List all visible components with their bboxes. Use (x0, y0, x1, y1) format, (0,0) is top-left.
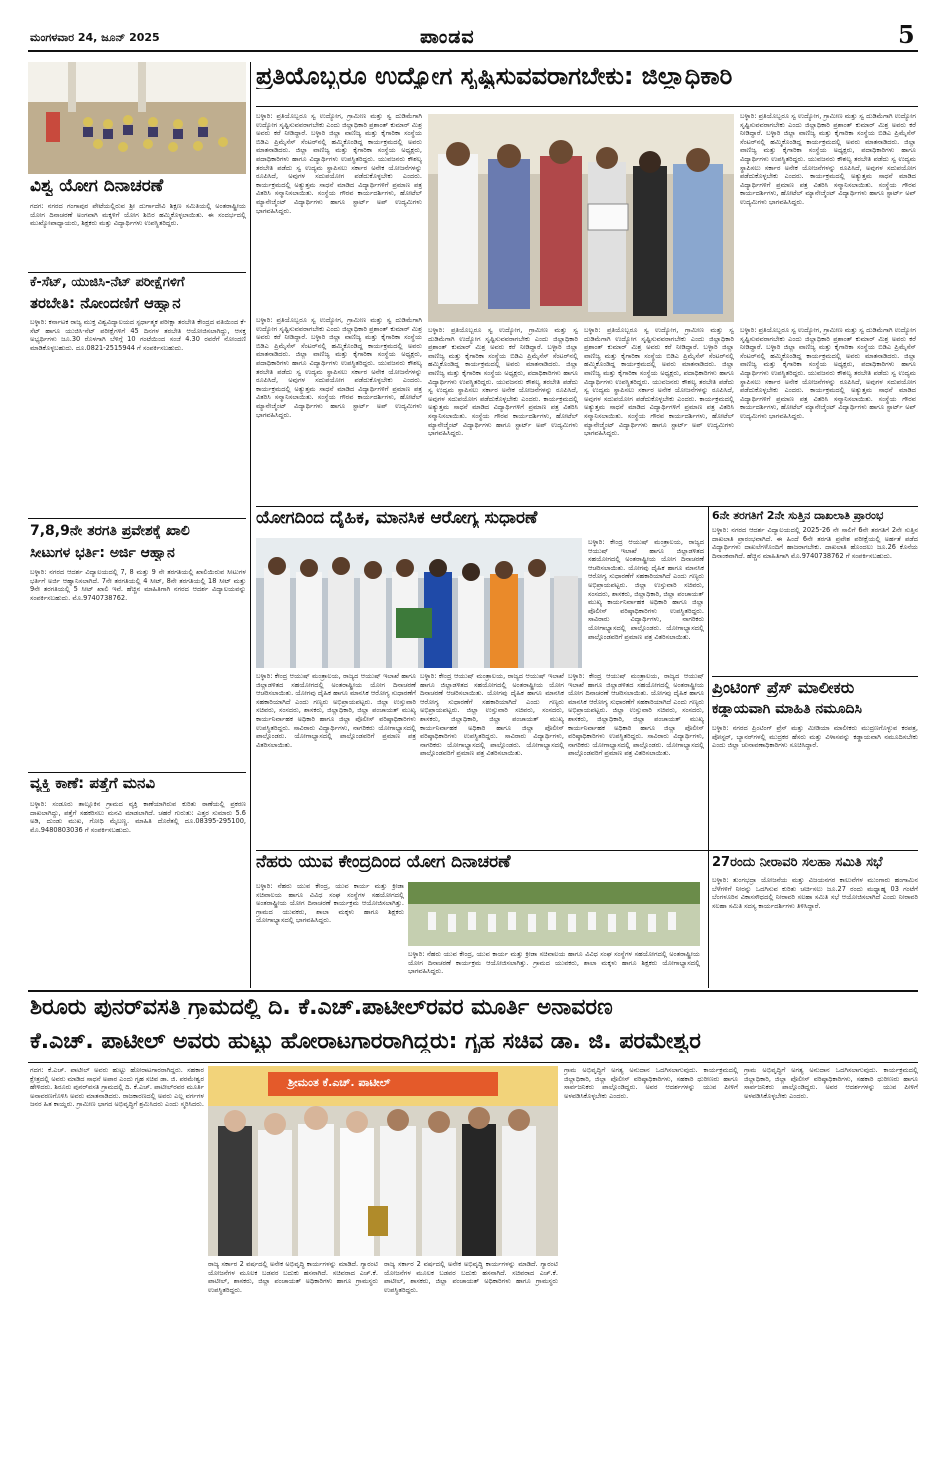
printing-subhead: ಕಡ್ಡಾಯವಾಗಿ ಮಾಹಿತಿ ನಮೂದಿಸಿ (712, 702, 862, 717)
bottom-headline: ಶಿರೂರು ಪುನರ್‌ವಸತಿ ಗ್ರಾಮದಲ್ಲಿ ದಿ. ಕೆ.ಎಚ್.ಪಾಟೀಲ್‌ರವರ ಮೂರ್ತಿ ಅನಾವರಣ (30, 996, 613, 1020)
divider (712, 676, 918, 677)
yoga-day-photo (28, 62, 246, 174)
yoga-day-headline: ವಿಶ್ವ ಯೋಗ ದಿನಾಚರಣೆ (30, 178, 164, 196)
page-number: 5 (898, 20, 915, 49)
bottom-body-col1: ಗದಗ: ಕೆ.ಎಚ್. ಪಾಟೀಲ್ ಅವರು ಹುಟ್ಟು ಹೋರಾಟಗಾರರಾಗಿದ್ದರು. ಸಹಕಾರ ಕ್ಷೇತ್ರದಲ್ಲಿ ಅವರು ಮಾಡಿದ ಸಾಧನೆ ಅಪಾರ ಎಂದು ಗೃಹ ಸಚಿವ ಡಾ. ಜಿ. ಪರಮೇಶ್ವರ ಹೇಳಿದರು. ಶಿರೂರು ಪುನರ್‌ವಸತಿ ಗ್ರಾಮದಲ್ಲಿ ದಿ. ಕೆ.ಎಚ್. ಪಾಟೀಲ್‌ರವರ ಮೂರ್ತಿ ಅನಾವರಣಗೊಳಿಸಿ ಅವರು ಮಾತನಾಡಿದರು. ರಾಜಕಾರಣದಲ್ಲಿ ಅವರು ಎಲ್ಲ ವರ್ಗಗಳ ಜನರ ಹಿತ ಕಾಯ್ದರು. ಗ್ರಾಮೀಣ ಭಾಗದ ಅಭಿವೃದ್ಧಿಗೆ ಶ್ರಮಿಸಿದರು ಎಂದು ಸ್ಮರಿಸಿದರು. (30, 1066, 204, 1109)
bottom-body-col4: ಗ್ರಾಮ ಅಭಿವೃದ್ಧಿಗೆ ಅಗತ್ಯ ಅನುದಾನ ಒದಗಿಸಲಾಗುವುದು. ಕಾರ್ಯಕ್ರಮದಲ್ಲಿ ಜಿಲ್ಲಾಧಿಕಾರಿ, ಜಿಲ್ಲಾ ಪೊಲೀಸ್ ವರಿಷ್ಠಾಧಿಕಾರಿಗಳು, ಸಹಕಾರಿ ಧುರೀಣರು ಹಾಗೂ ಸಾರ್ವಜನಿಕರು ಪಾಲ್ಗೊಂಡಿದ್ದರು. ಅವರ ಆದರ್ಶಗಳನ್ನು ಯುವ ಪೀಳಿಗೆ ಅಳವಡಿಸಿಕೊಳ್ಳಬೇಕು ಎಂದರು. (744, 1066, 918, 1100)
photo-banner-text: ಶ್ರೀಮಂತ ಕೆ.ಎಚ್. ಪಾಟೀಲ್ (288, 1076, 391, 1089)
divider (256, 506, 918, 507)
bottom-photo (208, 1066, 558, 1256)
nehru-photo (408, 882, 700, 946)
yoga-health-body-col1: ಬಳ್ಳಾರಿ: ಕೇಂದ್ರ ಆಯುಷ್ ಮಂತ್ರಾಲಯ, ರಾಜ್ಯದ ಆಯುಷ್ ಇಲಾಖೆ ಹಾಗೂ ಜಿಲ್ಲಾಡಳಿತದ ಸಹಯೋಗದಲ್ಲಿ ಅಂತರಾಷ್ಟ್ರೀಯ ಯೋಗ ದಿನಾಚರಣೆ ಆಚರಿಸಲಾಯಿತು. ಯೋಗವು ದೈಹಿಕ ಹಾಗೂ ಮಾನಸಿಕ ಆರೋಗ್ಯ ಸುಧಾರಣೆಗೆ ಸಹಕಾರಿಯಾಗಿದೆ ಎಂದು ಗಣ್ಯರು ಅಭಿಪ್ರಾಯಪಟ್ಟರು. ಜಿಲ್ಲಾ ಉಸ್ತುವಾರಿ ಸಚಿವರು, ಸಂಸದರು, ಶಾಸಕರು, ಜಿಲ್ಲಾಧಿಕಾರಿ, ಜಿಲ್ಲಾ ಪಂಚಾಯತ್ ಮುಖ್ಯ ಕಾರ್ಯನಿರ್ವಾಹಕ ಅಧಿಕಾರಿ ಹಾಗೂ ಜಿಲ್ಲಾ ಪೊಲೀಸ್ ವರಿಷ್ಠಾಧಿಕಾರಿಗಳು ಉಪಸ್ಥಿತರಿದ್ದರು. ಸಾವಿರಾರು ವಿದ್ಯಾರ್ಥಿಗಳು, ನಾಗರಿಕರು ಯೋಗಾಭ್ಯಾಸದಲ್ಲಿ ಪಾಲ್ಗೊಂಡರು. ಯೋಗಾಭ್ಯಾಸದಲ್ಲಿ ಪಾಲ್ಗೊಂಡವರಿಗೆ ಪ್ರಮಾಣ ಪತ್ರ ವಿತರಿಸಲಾಯಿತು. (256, 672, 416, 749)
meeting-headline: 27ರಂದು ನೀರಾವರಿ ಸಲಹಾ ಸಮಿತಿ ಸಭೆ (712, 856, 883, 870)
nehru-headline: ನೆಹರು ಯುವ ಕೇಂದ್ರದಿಂದ ಯೋಗ ದಿನಾಚರಣೆ (256, 854, 511, 872)
divider (28, 272, 246, 273)
class6-body: ಬಳ್ಳಾರಿ: ನಗರದ ಆದರ್ಶ ವಿದ್ಯಾಲಯದಲ್ಲಿ 2025-26 ನೇ ಸಾಲಿಗೆ 6ನೇ ತರಗತಿಗೆ 2ನೇ ಸುತ್ತಿನ ದಾಖಲಾತಿ ಪ್ರಾರಂಭವಾಗಿದೆ. ಈ ಹಿಂದೆ 6ನೇ ತರಗತಿ ಪ್ರವೇಶ ಪರೀಕ್ಷೆಯಲ್ಲಿ ಅರ್ಹತೆ ಪಡೆದ ವಿದ್ಯಾರ್ಥಿಗಳು ದಾಖಲೆಗಳೊಂದಿಗೆ ಹಾಜರಾಗಬೇಕು. ದಾಖಲಾತಿ ಹೊಂದಲು ಜೂ.26 ಕೊನೆಯ ದಿನಾಂಕವಾಗಿದೆ. ಹೆಚ್ಚಿನ ಮಾಹಿತಿಗಾಗಿ ಮೊ.9740738762 ಗೆ ಸಂಪರ್ಕಿಸಬಹುದು. (712, 526, 918, 560)
paper-name: ಪಾಂಡವ (420, 26, 475, 48)
lead-body-col4: ಬಳ್ಳಾರಿ: ಪ್ರತಿಯೊಬ್ಬರೂ ಸ್ವ ಉದ್ಯೋಗ, ಗ್ರಾಮೀಣ ಮತ್ತು ಸ್ವ ದುಡಿಮೆಗಾಗಿ ಉದ್ಯೋಗ ಸೃಷ್ಟಿಸುವವರಾಗಬೇಕು ಎಂದು ಜಿಲ್ಲಾಧಿಕಾರಿ ಪ್ರಶಾಂತ್ ಕುಮಾರ್ ಮಿಶ್ರ ಅವರು ಕರೆ ನೀಡಿದ್ದಾರೆ. ಬಳ್ಳಾರಿ ಜಿಲ್ಲಾ ವಾಣಿಜ್ಯ ಮತ್ತು ಕೈಗಾರಿಕಾ ಸಂಸ್ಥೆಯ ಬಿಡಿಎ ಪ್ರಿಮೈಸೆಸ್ ಸೆಂಟರ್‌ನಲ್ಲಿ ಹಮ್ಮಿಕೊಂಡಿದ್ದ ಕಾರ್ಯಕ್ರಮದಲ್ಲಿ ಅವರು ಮಾತನಾಡಿದರು. ಜಿಲ್ಲಾ ವಾಣಿಜ್ಯ ಮತ್ತು ಕೈಗಾರಿಕಾ ಸಂಸ್ಥೆಯ ಅಧ್ಯಕ್ಷರು, ಪದಾಧಿಕಾರಿಗಳು ಹಾಗೂ ವಿದ್ಯಾರ್ಥಿಗಳು ಉಪಸ್ಥಿತರಿದ್ದರು. ಯುವಜನರು ಕೌಶಲ್ಯ ತರಬೇತಿ ಪಡೆದು ಸ್ವ ಉದ್ಯಮ ಸ್ಥಾಪಿಸಲು ಸರ್ಕಾರ ಅನೇಕ ಯೋಜನೆಗಳನ್ನು ರೂಪಿಸಿದೆ, ಅವುಗಳ ಸದುಪಯೋಗ ಪಡೆದುಕೊಳ್ಳಬೇಕು ಎಂದರು. ಕಾರ್ಯಕ್ರಮದಲ್ಲಿ ಅತ್ಯುತ್ತಮ ಸಾಧನೆ ಮಾಡಿದ ವಿದ್ಯಾರ್ಥಿಗಳಿಗೆ ಪ್ರಮಾಣ ಪತ್ರ ವಿತರಿಸಿ ಸನ್ಮಾನಿಸಲಾಯಿತು. ಸಂಸ್ಥೆಯ ಗೌರವ ಕಾರ್ಯದರ್ಶಿಗಳು, ಹೋಟೆಲ್ ಮ್ಯಾನೇಜ್ಮೆಂಟ್ ವಿದ್ಯಾರ್ಥಿಗಳು ಹಾಗೂ ಸ್ಟಾರ್ಟ್ ಅಪ್ ಉದ್ಯಮಿಗಳು ಭಾಗವಹಿಸಿದ್ದರು. (740, 112, 916, 206)
meeting-body: ಬಳ್ಳಾರಿ: ತುಂಗಭದ್ರಾ ಯೋಜನೆಯ ಮತ್ತು ವಿಜಯನಗರ ಕಾಲುವೆಗಳ ಮುಂಗಾರು ಹಂಗಾಮಿನ ಬೆಳೆಗಳಿಗೆ ನೀರನ್ನು ಒದಗಿಸುವ ಕುರಿತು ಚರ್ಚಿಸಲು ಜೂ.27 ರಂದು ಮಧ್ಯಾಹ್ನ 03 ಗಂಟೆಗೆ ಬೆಂಗಳೂರಿನ ವಿಕಾಸಸೌಧದಲ್ಲಿ ನೀರಾವರಿ ಸಲಹಾ ಸಮಿತಿ ಸಭೆ ಆಯೋಜಿಸಲಾಗಿದೆ ಎಂದು ನೀರಾವರಿ ಸಲಹಾ ಸಮಿತಿ ಸದಸ್ಯ ಕಾರ್ಯದರ್ಶಿಗಳು ತಿಳಿಸಿದ್ದಾರೆ. (712, 876, 918, 910)
lead-body-col4b: ಬಳ್ಳಾರಿ: ಪ್ರತಿಯೊಬ್ಬರೂ ಸ್ವ ಉದ್ಯೋಗ, ಗ್ರಾಮೀಣ ಮತ್ತು ಸ್ವ ದುಡಿಮೆಗಾಗಿ ಉದ್ಯೋಗ ಸೃಷ್ಟಿಸುವವರಾಗಬೇಕು ಎಂದು ಜಿಲ್ಲಾಧಿಕಾರಿ ಪ್ರಶಾಂತ್ ಕುಮಾರ್ ಮಿಶ್ರ ಅವರು ಕರೆ ನೀಡಿದ್ದಾರೆ. ಬಳ್ಳಾರಿ ಜಿಲ್ಲಾ ವಾಣಿಜ್ಯ ಮತ್ತು ಕೈಗಾರಿಕಾ ಸಂಸ್ಥೆಯ ಬಿಡಿಎ ಪ್ರಿಮೈಸೆಸ್ ಸೆಂಟರ್‌ನಲ್ಲಿ ಹಮ್ಮಿಕೊಂಡಿದ್ದ ಕಾರ್ಯಕ್ರಮದಲ್ಲಿ ಅವರು ಮಾತನಾಡಿದರು. ಜಿಲ್ಲಾ ವಾಣಿಜ್ಯ ಮತ್ತು ಕೈಗಾರಿಕಾ ಸಂಸ್ಥೆಯ ಅಧ್ಯಕ್ಷರು, ಪದಾಧಿಕಾರಿಗಳು ಹಾಗೂ ವಿದ್ಯಾರ್ಥಿಗಳು ಉಪಸ್ಥಿತರಿದ್ದರು. ಯುವಜನರು ಕೌಶಲ್ಯ ತರಬೇತಿ ಪಡೆದು ಸ್ವ ಉದ್ಯಮ ಸ್ಥಾಪಿಸಲು ಸರ್ಕಾರ ಅನೇಕ ಯೋಜನೆಗಳನ್ನು ರೂಪಿಸಿದೆ, ಅವುಗಳ ಸದುಪಯೋಗ ಪಡೆದುಕೊಳ್ಳಬೇಕು ಎಂದರು. ಕಾರ್ಯಕ್ರಮದಲ್ಲಿ ಅತ್ಯುತ್ತಮ ಸಾಧನೆ ಮಾಡಿದ ವಿದ್ಯಾರ್ಥಿಗಳಿಗೆ ಪ್ರಮಾಣ ಪತ್ರ ವಿತರಿಸಿ ಸನ್ಮಾನಿಸಲಾಯಿತು. ಸಂಸ್ಥೆಯ ಗೌರವ ಕಾರ್ಯದರ್ಶಿಗಳು, ಹೋಟೆಲ್ ಮ್ಯಾನೇಜ್ಮೆಂಟ್ ವಿದ್ಯಾರ್ಥಿಗಳು ಹಾಗೂ ಸ್ಟಾರ್ಟ್ ಅಪ್ ಉದ್ಯಮಿಗಳು ಭಾಗವಹಿಸಿದ್ದರು. (740, 326, 916, 420)
yoga-health-headline: ಯೋಗದಿಂದ ದೈಹಿಕ, ಮಾನಸಿಕ ಆರೋಗ್ಯ ಸುಧಾರಣೆ (256, 510, 538, 528)
printing-body: ಬಳ್ಳಾರಿ: ನಗರದ ಪ್ರಿಂಟಿಂಗ್ ಪ್ರೆಸ್ ಮತ್ತು ಮೀಡಿಯಾ ಮಾಲೀಕರು ಮುದ್ರಣಗೊಳ್ಳುವ ಕರಪತ್ರ, ಪೋಸ್ಟರ್, ಬ್ಯಾನರ್‌ಗಳಲ್ಲಿ ಮುದ್ರಕರ ಹೆಸರು ಮತ್ತು ವಿಳಾಸವನ್ನು ಕಡ್ಡಾಯವಾಗಿ ನಮೂದಿಸಬೇಕು ಎಂದು ಜಿಲ್ಲಾ ಚುನಾವಣಾಧಿಕಾರಿಗಳು ಸೂಚಿಸಿದ್ದಾರೆ. (712, 724, 918, 750)
nehru-body-col1: ಬಳ್ಳಾರಿ: ನೆಹರು ಯುವ ಕೇಂದ್ರ, ಯುವ ಕಾರ್ಯ ಮತ್ತು ಕ್ರೀಡಾ ಸಚಿವಾಲಯ ಹಾಗೂ ವಿವಿಧ ಸಂಘ ಸಂಸ್ಥೆಗಳ ಸಹಯೋಗದಲ್ಲಿ ಅಂತರಾಷ್ಟ್ರೀಯ ಯೋಗ ದಿನಾಚರಣೆ ಕಾರ್ಯಕ್ರಮ ಆಯೋಜಿಸಲಾಗಿತ್ತು. ಗ್ರಾಮದ ಯುವಕರು, ಶಾಲಾ ಮಕ್ಕಳು ಹಾಗೂ ಶಿಕ್ಷಕರು ಯೋಗಾಭ್ಯಾಸದಲ್ಲಿ ಭಾಗವಹಿಸಿದ್ದರು. (256, 882, 404, 925)
admission-body: ಬಳ್ಳಾರಿ: ನಗರದ ಆದರ್ಶ ವಿದ್ಯಾಲಯದಲ್ಲಿ 7, 8 ಮತ್ತು 9 ನೇ ತರಗತಿಯಲ್ಲಿ ಖಾಲಿಯಿರುವ ಸೀಟುಗಳ ಭರ್ತಿಗೆ ಅರ್ಜಿ ಆಹ್ವಾನಿಸಲಾಗಿದೆ. 7ನೇ ತರಗತಿಯಲ್ಲಿ 4 ಸೀಟ್, 8ನೇ ತರಗತಿಯಲ್ಲಿ 18 ಸೀಟ್ ಮತ್ತು 9ನೇ ತರಗತಿಯಲ್ಲಿ 5 ಸೀಟ್ ಖಾಲಿ ಇವೆ. ಹೆಚ್ಚಿನ ಮಾಹಿತಿಗಾಗಿ ನಗರದ ಆದರ್ಶ ವಿದ್ಯಾಲಯವನ್ನು ಸಂಪರ್ಕಿಸಬಹುದು. ಮೊ.9740738762. (30, 568, 246, 602)
masthead-rule (28, 50, 918, 52)
yoga-health-photo (256, 538, 582, 668)
lead-headline: ಪ್ರತಿಯೊಬ್ಬರೂ ಉದ್ಯೋಗ ಸೃಷ್ಟಿಸುವವರಾಗಬೇಕು: ಜಿಲ್ಲಾಧಿಕಾರಿ (256, 64, 733, 90)
lead-photo-art (428, 114, 734, 322)
yoga-day-body: ಗದಗ: ನಗರದ ಗಂಗಾಪುರ ಪೇಟೆಯಲ್ಲಿರುವ ಶ್ರೀ ದುರ್ಗಾದೇವಿ ಶಿಕ್ಷಣ ಸಮಿತಿಯಲ್ಲಿ ಅಂತರಾಷ್ಟ್ರೀಯ ಯೋಗ ದಿನಾಚರಣೆ ಅಂಗವಾಗಿ ಮಕ್ಕಳಿಗೆ ಯೋಗ ಶಿಬಿರ ಹಮ್ಮಿಕೊಳ್ಳಲಾಯಿತು. ಈ ಸಂದರ್ಭದಲ್ಲಿ ಮುಖ್ಯೋಪಾಧ್ಯಾಯರು, ಶಿಕ್ಷಕರು ಮತ್ತು ವಿದ್ಯಾರ್ಥಿಗಳು ಉಪಸ್ಥಿತರಿದ್ದರು. (30, 202, 246, 228)
kset-body: ಬಳ್ಳಾರಿ: ಕರ್ನಾಟಕ ರಾಜ್ಯ ಮುಕ್ತ ವಿಶ್ವವಿದ್ಯಾಲಯದ ಸ್ಪರ್ಧಾತ್ಮಕ ಪರೀಕ್ಷಾ ತರಬೇತಿ ಕೇಂದ್ರದ ವತಿಯಿಂದ ಕೆ-ಸೆಟ್ ಹಾಗೂ ಯುಜಿಸಿ-ನೆಟ್ ಪರೀಕ್ಷೆಗಳಿಗೆ 45 ದಿನಗಳ ತರಬೇತಿ ಆಯೋಜಿಸಲಾಗಿದ್ದು, ಆಸಕ್ತ ಅಭ್ಯರ್ಥಿಗಳು ಜೂ.30 ರೊಳಗಾಗಿ ಬೆಳಿಗ್ಗೆ 10 ಗಂಟೆಯಿಂದ ಸಂಜೆ 4.30 ರವರೆಗೆ ನೋಂದಣಿ ಮಾಡಿಕೊಳ್ಳಬಹುದು. ದೂ.0821-2515944 ಗೆ ಸಂಪರ್ಕಿಸಬಹುದು. (30, 318, 246, 352)
masthead (0, 0, 945, 58)
column-rule (250, 62, 251, 988)
missing-body: ಬಳ್ಳಾರಿ: ಸಂಡೂರು ತಾಲ್ಲೂಕಿನ ಗ್ರಾಮದ ವ್ಯಕ್ತಿ ಕಾಣೆಯಾಗಿರುವ ಕುರಿತು ಠಾಣೆಯಲ್ಲಿ ಪ್ರಕರಣ ದಾಖಲಾಗಿದ್ದು, ಪತ್ತೆಗೆ ಸಹಕರಿಸಲು ಮನವಿ ಮಾಡಲಾಗಿದೆ. ಚಹರೆ ಗುರುತು: ಎತ್ತರ ಸುಮಾರು 5.6 ಅಡಿ, ದುಂಡು ಮುಖ, ಗೋಧಿ ಮೈಬಣ್ಣ. ಮಾಹಿತಿ ದೊರೆತಲ್ಲಿ ದೂ.08395-295100, ಮೊ.9480803036 ಗೆ ಸಂಪರ್ಕಿಸಬಹುದು. (30, 800, 246, 834)
divider (28, 518, 246, 519)
lead-body-col2b: ಬಳ್ಳಾರಿ: ಪ್ರತಿಯೊಬ್ಬರೂ ಸ್ವ ಉದ್ಯೋಗ, ಗ್ರಾಮೀಣ ಮತ್ತು ಸ್ವ ದುಡಿಮೆಗಾಗಿ ಉದ್ಯೋಗ ಸೃಷ್ಟಿಸುವವರಾಗಬೇಕು ಎಂದು ಜಿಲ್ಲಾಧಿಕಾರಿ ಪ್ರಶಾಂತ್ ಕುಮಾರ್ ಮಿಶ್ರ ಅವರು ಕರೆ ನೀಡಿದ್ದಾರೆ. ಬಳ್ಳಾರಿ ಜಿಲ್ಲಾ ವಾಣಿಜ್ಯ ಮತ್ತು ಕೈಗಾರಿಕಾ ಸಂಸ್ಥೆಯ ಬಿಡಿಎ ಪ್ರಿಮೈಸೆಸ್ ಸೆಂಟರ್‌ನಲ್ಲಿ ಹಮ್ಮಿಕೊಂಡಿದ್ದ ಕಾರ್ಯಕ್ರಮದಲ್ಲಿ ಅವರು ಮಾತನಾಡಿದರು. ಜಿಲ್ಲಾ ವಾಣಿಜ್ಯ ಮತ್ತು ಕೈಗಾರಿಕಾ ಸಂಸ್ಥೆಯ ಅಧ್ಯಕ್ಷರು, ಪದಾಧಿಕಾರಿಗಳು ಹಾಗೂ ವಿದ್ಯಾರ್ಥಿಗಳು ಉಪಸ್ಥಿತರಿದ್ದರು. ಯುವಜನರು ಕೌಶಲ್ಯ ತರಬೇತಿ ಪಡೆದು ಸ್ವ ಉದ್ಯಮ ಸ್ಥಾಪಿಸಲು ಸರ್ಕಾರ ಅನೇಕ ಯೋಜನೆಗಳನ್ನು ರೂಪಿಸಿದೆ, ಅವುಗಳ ಸದುಪಯೋಗ ಪಡೆದುಕೊಳ್ಳಬೇಕು ಎಂದರು. ಕಾರ್ಯಕ್ರಮದಲ್ಲಿ ಅತ್ಯುತ್ತಮ ಸಾಧನೆ ಮಾಡಿದ ವಿದ್ಯಾರ್ಥಿಗಳಿಗೆ ಪ್ರಮಾಣ ಪತ್ರ ವಿತರಿಸಿ ಸನ್ಮಾನಿಸಲಾಯಿತು. ಸಂಸ್ಥೆಯ ಗೌರವ ಕಾರ್ಯದರ್ಶಿಗಳು, ಹೋಟೆಲ್ ಮ್ಯಾನೇಜ್ಮೆಂಟ್ ವಿದ್ಯಾರ್ಥಿಗಳು ಹಾಗೂ ಸ್ಟಾರ್ಟ್ ಅಪ್ ಉದ್ಯಮಿಗಳು ಭಾಗವಹಿಸಿದ್ದರು. (428, 326, 578, 438)
divider (256, 850, 918, 851)
yoga-health-photo-art (256, 538, 582, 668)
section-rule (28, 990, 918, 992)
yoga-health-body-col2: ಬಳ್ಳಾರಿ: ಕೇಂದ್ರ ಆಯುಷ್ ಮಂತ್ರಾಲಯ, ರಾಜ್ಯದ ಆಯುಷ್ ಇಲಾಖೆ ಹಾಗೂ ಜಿಲ್ಲಾಡಳಿತದ ಸಹಯೋಗದಲ್ಲಿ ಅಂತರಾಷ್ಟ್ರೀಯ ಯೋಗ ದಿನಾಚರಣೆ ಆಚರಿಸಲಾಯಿತು. ಯೋಗವು ದೈಹಿಕ ಹಾಗೂ ಮಾನಸಿಕ ಆರೋಗ್ಯ ಸುಧಾರಣೆಗೆ ಸಹಕಾರಿಯಾಗಿದೆ ಎಂದು ಗಣ್ಯರು ಅಭಿಪ್ರಾಯಪಟ್ಟರು. ಜಿಲ್ಲಾ ಉಸ್ತುವಾರಿ ಸಚಿವರು, ಸಂಸದರು, ಶಾಸಕರು, ಜಿಲ್ಲಾಧಿಕಾರಿ, ಜಿಲ್ಲಾ ಪಂಚಾಯತ್ ಮುಖ್ಯ ಕಾರ್ಯನಿರ್ವಾಹಕ ಅಧಿಕಾರಿ ಹಾಗೂ ಜಿಲ್ಲಾ ಪೊಲೀಸ್ ವರಿಷ್ಠಾಧಿಕಾರಿಗಳು ಉಪಸ್ಥಿತರಿದ್ದರು. ಸಾವಿರಾರು ವಿದ್ಯಾರ್ಥಿಗಳು, ನಾಗರಿಕರು ಯೋಗಾಭ್ಯಾಸದಲ್ಲಿ ಪಾಲ್ಗೊಂಡರು. ಯೋಗಾಭ್ಯಾಸದಲ್ಲಿ ಪಾಲ್ಗೊಂಡವರಿಗೆ ಪ್ರಮಾಣ ಪತ್ರ ವಿತರಿಸಲಾಯಿತು. (420, 672, 564, 758)
admission-headline: 7,8,9ನೇ ತರಗತಿ ಪ್ರವೇಶಕ್ಕೆ ಖಾಲಿ (30, 524, 190, 539)
yoga-health-body-col3: ಬಳ್ಳಾರಿ: ಕೇಂದ್ರ ಆಯುಷ್ ಮಂತ್ರಾಲಯ, ರಾಜ್ಯದ ಆಯುಷ್ ಇಲಾಖೆ ಹಾಗೂ ಜಿಲ್ಲಾಡಳಿತದ ಸಹಯೋಗದಲ್ಲಿ ಅಂತರಾಷ್ಟ್ರೀಯ ಯೋಗ ದಿನಾಚರಣೆ ಆಚರಿಸಲಾಯಿತು. ಯೋಗವು ದೈಹಿಕ ಹಾಗೂ ಮಾನಸಿಕ ಆರೋಗ್ಯ ಸುಧಾರಣೆಗೆ ಸಹಕಾರಿಯಾಗಿದೆ ಎಂದು ಗಣ್ಯರು ಅಭಿಪ್ರಾಯಪಟ್ಟರು. ಜಿಲ್ಲಾ ಉಸ್ತುವಾರಿ ಸಚಿವರು, ಸಂಸದರು, ಶಾಸಕರು, ಜಿಲ್ಲಾಧಿಕಾರಿ, ಜಿಲ್ಲಾ ಪಂಚಾಯತ್ ಮುಖ್ಯ ಕಾರ್ಯನಿರ್ವಾಹಕ ಅಧಿಕಾರಿ ಹಾಗೂ ಜಿಲ್ಲಾ ಪೊಲೀಸ್ ವರಿಷ್ಠಾಧಿಕಾರಿಗಳು ಉಪಸ್ಥಿತರಿದ್ದರು. ಸಾವಿರಾರು ವಿದ್ಯಾರ್ಥಿಗಳು, ನಾಗರಿಕರು ಯೋಗಾಭ್ಯಾಸದಲ್ಲಿ ಪಾಲ್ಗೊಂಡರು. ಯೋಗಾಭ್ಯಾಸದಲ್ಲಿ ಪಾಲ್ಗೊಂಡವರಿಗೆ ಪ್ರಮಾಣ ಪತ್ರ ವಿತರಿಸಲಾಯಿತು. (568, 672, 704, 758)
lead-body-col2: ಬಳ್ಳಾರಿ: ಪ್ರತಿಯೊಬ್ಬರೂ ಸ್ವ ಉದ್ಯೋಗ, ಗ್ರಾಮೀಣ ಮತ್ತು ಸ್ವ ದುಡಿಮೆಗಾಗಿ ಉದ್ಯೋಗ ಸೃಷ್ಟಿಸುವವರಾಗಬೇಕು ಎಂದು ಜಿಲ್ಲಾಧಿಕಾರಿ ಪ್ರಶಾಂತ್ ಕುಮಾರ್ ಮಿಶ್ರ ಅವರು ಕರೆ ನೀಡಿದ್ದಾರೆ. ಬಳ್ಳಾರಿ ಜಿಲ್ಲಾ ವಾಣಿಜ್ಯ ಮತ್ತು ಕೈಗಾರಿಕಾ ಸಂಸ್ಥೆಯ ಬಿಡಿಎ ಪ್ರಿಮೈಸೆಸ್ ಸೆಂಟರ್‌ನಲ್ಲಿ ಹಮ್ಮಿಕೊಂಡಿದ್ದ ಕಾರ್ಯಕ್ರಮದಲ್ಲಿ ಅವರು ಮಾತನಾಡಿದರು. ಜಿಲ್ಲಾ ವಾಣಿಜ್ಯ ಮತ್ತು ಕೈಗಾರಿಕಾ ಸಂಸ್ಥೆಯ ಅಧ್ಯಕ್ಷರು, ಪದಾಧಿಕಾರಿಗಳು ಹಾಗೂ ವಿದ್ಯಾರ್ಥಿಗಳು ಉಪಸ್ಥಿತರಿದ್ದರು. ಯುವಜನರು ಕೌಶಲ್ಯ ತರಬೇತಿ ಪಡೆದು ಸ್ವ ಉದ್ಯಮ ಸ್ಥಾಪಿಸಲು ಸರ್ಕಾರ ಅನೇಕ ಯೋಜನೆಗಳನ್ನು ರೂಪಿಸಿದೆ, ಅವುಗಳ ಸದುಪಯೋಗ ಪಡೆದುಕೊಳ್ಳಬೇಕು ಎಂದರು. ಕಾರ್ಯಕ್ರಮದಲ್ಲಿ ಅತ್ಯುತ್ತಮ ಸಾಧನೆ ಮಾಡಿದ ವಿದ್ಯಾರ್ಥಿಗಳಿಗೆ ಪ್ರಮಾಣ ಪತ್ರ ವಿತರಿಸಿ ಸನ್ಮಾನಿಸಲಾಯಿತು. ಸಂಸ್ಥೆಯ ಗೌರವ ಕಾರ್ಯದರ್ಶಿಗಳು, ಹೋಟೆಲ್ ಮ್ಯಾನೇಜ್ಮೆಂಟ್ ವಿದ್ಯಾರ್ಥಿಗಳು ಹಾಗೂ ಸ್ಟಾರ್ಟ್ ಅಪ್ ಉದ್ಯಮಿಗಳು ಭಾಗವಹಿಸಿದ್ದರು. (256, 316, 422, 419)
printing-headline: ಪ್ರಿಂಟಿಂಗ್ ಪ್ರೆಸ್ ಮಾಲೀಕರು (712, 680, 855, 697)
column-rule (708, 506, 709, 988)
nehru-body-col2: ಬಳ್ಳಾರಿ: ನೆಹರು ಯುವ ಕೇಂದ್ರ, ಯುವ ಕಾರ್ಯ ಮತ್ತು ಕ್ರೀಡಾ ಸಚಿವಾಲಯ ಹಾಗೂ ವಿವಿಧ ಸಂಘ ಸಂಸ್ಥೆಗಳ ಸಹಯೋಗದಲ್ಲಿ ಅಂತರಾಷ್ಟ್ರೀಯ ಯೋಗ ದಿನಾಚರಣೆ ಕಾರ್ಯಕ್ರಮ ಆಯೋಜಿಸಲಾಗಿತ್ತು. ಗ್ರಾಮದ ಯುವಕರು, ಶಾಲಾ ಮಕ್ಕಳು ಹಾಗೂ ಶಿಕ್ಷಕರು ಯೋಗಾಭ್ಯಾಸದಲ್ಲಿ ಭಾಗವಹಿಸಿದ್ದರು. (408, 950, 700, 976)
divider (28, 772, 246, 773)
bottom-photo-art (208, 1066, 558, 1256)
kset-headline: ಕೆ-ಸೆಟ್, ಯುಜಿಸಿ-ನೆಟ್ ಪರೀಕ್ಷೆಗಳಿಗೆ (30, 276, 185, 290)
missing-headline: ವ್ಯಕ್ತಿ ಕಾಣೆ: ಪತ್ತೆಗೆ ಮನವಿ (30, 776, 156, 792)
class6-headline: 6ನೇ ತರಗತಿಗೆ 2ನೇ ಸುತ್ತಿನ ದಾಖಲಾತಿ ಪ್ರಾರಂಭ (712, 510, 884, 522)
divider (28, 1062, 918, 1063)
bottom-body-mid1: ರಾಜ್ಯ ಸರ್ಕಾರ 2 ವರ್ಷದಲ್ಲಿ ಅನೇಕ ಅಭಿವೃದ್ಧಿ ಕಾರ್ಯಗಳನ್ನು ಮಾಡಿದೆ. ಗ್ಯಾರಂಟಿ ಯೋಜನೆಗಳ ಮೂಲಕ ಬಡವರ ಬದುಕು ಹಸನಾಗಿದೆ. ಸಚಿವರಾದ ಎಚ್.ಕೆ. ಪಾಟೀಲ್, ಶಾಸಕರು, ಜಿಲ್ಲಾ ಪಂಚಾಯತ್ ಅಧಿಕಾರಿಗಳು ಹಾಗೂ ಗ್ರಾಮಸ್ಥರು ಉಪಸ್ಥಿತರಿದ್ದರು. (208, 1260, 378, 1294)
lead-photo (428, 114, 734, 322)
admission-subhead: ಸೀಟುಗಳ ಭರ್ತಿ: ಅರ್ಜಿ ಆಹ್ವಾನ (30, 546, 175, 561)
nehru-photo-art (408, 882, 700, 946)
issue-date: ಮಂಗಳವಾರ 24, ಜೂನ್ 2025 (30, 31, 160, 44)
bottom-subhead: ಕೆ.ಎಚ್. ಪಾಟೀಲ್ ಅವರು ಹುಟ್ಟು ಹೋರಾಟಗಾರರಾಗಿದ್ದರು: ಗೃಹ ಸಚಿವ ಡಾ. ಜಿ. ಪರಮೇಶ್ವರ (30, 1030, 701, 1054)
lead-body-col3b: ಬಳ್ಳಾರಿ: ಪ್ರತಿಯೊಬ್ಬರೂ ಸ್ವ ಉದ್ಯೋಗ, ಗ್ರಾಮೀಣ ಮತ್ತು ಸ್ವ ದುಡಿಮೆಗಾಗಿ ಉದ್ಯೋಗ ಸೃಷ್ಟಿಸುವವರಾಗಬೇಕು ಎಂದು ಜಿಲ್ಲಾಧಿಕಾರಿ ಪ್ರಶಾಂತ್ ಕುಮಾರ್ ಮಿಶ್ರ ಅವರು ಕರೆ ನೀಡಿದ್ದಾರೆ. ಬಳ್ಳಾರಿ ಜಿಲ್ಲಾ ವಾಣಿಜ್ಯ ಮತ್ತು ಕೈಗಾರಿಕಾ ಸಂಸ್ಥೆಯ ಬಿಡಿಎ ಪ್ರಿಮೈಸೆಸ್ ಸೆಂಟರ್‌ನಲ್ಲಿ ಹಮ್ಮಿಕೊಂಡಿದ್ದ ಕಾರ್ಯಕ್ರಮದಲ್ಲಿ ಅವರು ಮಾತನಾಡಿದರು. ಜಿಲ್ಲಾ ವಾಣಿಜ್ಯ ಮತ್ತು ಕೈಗಾರಿಕಾ ಸಂಸ್ಥೆಯ ಅಧ್ಯಕ್ಷರು, ಪದಾಧಿಕಾರಿಗಳು ಹಾಗೂ ವಿದ್ಯಾರ್ಥಿಗಳು ಉಪಸ್ಥಿತರಿದ್ದರು. ಯುವಜನರು ಕೌಶಲ್ಯ ತರಬೇತಿ ಪಡೆದು ಸ್ವ ಉದ್ಯಮ ಸ್ಥಾಪಿಸಲು ಸರ್ಕಾರ ಅನೇಕ ಯೋಜನೆಗಳನ್ನು ರೂಪಿಸಿದೆ, ಅವುಗಳ ಸದುಪಯೋಗ ಪಡೆದುಕೊಳ್ಳಬೇಕು ಎಂದರು. ಕಾರ್ಯಕ್ರಮದಲ್ಲಿ ಅತ್ಯುತ್ತಮ ಸಾಧನೆ ಮಾಡಿದ ವಿದ್ಯಾರ್ಥಿಗಳಿಗೆ ಪ್ರಮಾಣ ಪತ್ರ ವಿತರಿಸಿ ಸನ್ಮಾನಿಸಲಾಯಿತು. ಸಂಸ್ಥೆಯ ಗೌರವ ಕಾರ್ಯದರ್ಶಿಗಳು, ಹೋಟೆಲ್ ಮ್ಯಾನೇಜ್ಮೆಂಟ್ ವಿದ್ಯಾರ್ಥಿಗಳು ಹಾಗೂ ಸ್ಟಾರ್ಟ್ ಅಪ್ ಉದ್ಯಮಿಗಳು ಭಾಗವಹಿಸಿದ್ದರು. (584, 326, 734, 438)
yoga-day-photo-art (28, 62, 246, 174)
kset-subhead: ತರಬೇತಿ: ನೋಂದಣಿಗೆ ಆಹ್ವಾನ (30, 296, 181, 312)
bottom-body-mid2: ರಾಜ್ಯ ಸರ್ಕಾರ 2 ವರ್ಷದಲ್ಲಿ ಅನೇಕ ಅಭಿವೃದ್ಧಿ ಕಾರ್ಯಗಳನ್ನು ಮಾಡಿದೆ. ಗ್ಯಾರಂಟಿ ಯೋಜನೆಗಳ ಮೂಲಕ ಬಡವರ ಬದುಕು ಹಸನಾಗಿದೆ. ಸಚಿವರಾದ ಎಚ್.ಕೆ. ಪಾಟೀಲ್, ಶಾಸಕರು, ಜಿಲ್ಲಾ ಪಂಚಾಯತ್ ಅಧಿಕಾರಿಗಳು ಹಾಗೂ ಗ್ರಾಮಸ್ಥರು ಉಪಸ್ಥಿತರಿದ್ದರು. (384, 1260, 558, 1294)
bottom-body-col3: ಗ್ರಾಮ ಅಭಿವೃದ್ಧಿಗೆ ಅಗತ್ಯ ಅನುದಾನ ಒದಗಿಸಲಾಗುವುದು. ಕಾರ್ಯಕ್ರಮದಲ್ಲಿ ಜಿಲ್ಲಾಧಿಕಾರಿ, ಜಿಲ್ಲಾ ಪೊಲೀಸ್ ವರಿಷ್ಠಾಧಿಕಾರಿಗಳು, ಸಹಕಾರಿ ಧುರೀಣರು ಹಾಗೂ ಸಾರ್ವಜನಿಕರು ಪಾಲ್ಗೊಂಡಿದ್ದರು. ಅವರ ಆದರ್ಶಗಳನ್ನು ಯುವ ಪೀಳಿಗೆ ಅಳವಡಿಸಿಕೊಳ್ಳಬೇಕು ಎಂದರು. (564, 1066, 738, 1100)
yoga-health-body-right: ಬಳ್ಳಾರಿ: ಕೇಂದ್ರ ಆಯುಷ್ ಮಂತ್ರಾಲಯ, ರಾಜ್ಯದ ಆಯುಷ್ ಇಲಾಖೆ ಹಾಗೂ ಜಿಲ್ಲಾಡಳಿತದ ಸಹಯೋಗದಲ್ಲಿ ಅಂತರಾಷ್ಟ್ರೀಯ ಯೋಗ ದಿನಾಚರಣೆ ಆಚರಿಸಲಾಯಿತು. ಯೋಗವು ದೈಹಿಕ ಹಾಗೂ ಮಾನಸಿಕ ಆರೋಗ್ಯ ಸುಧಾರಣೆಗೆ ಸಹಕಾರಿಯಾಗಿದೆ ಎಂದು ಗಣ್ಯರು ಅಭಿಪ್ರಾಯಪಟ್ಟರು. ಜಿಲ್ಲಾ ಉಸ್ತುವಾರಿ ಸಚಿವರು, ಸಂಸದರು, ಶಾಸಕರು, ಜಿಲ್ಲಾಧಿಕಾರಿ, ಜಿಲ್ಲಾ ಪಂಚಾಯತ್ ಮುಖ್ಯ ಕಾರ್ಯನಿರ್ವಾಹಕ ಅಧಿಕಾರಿ ಹಾಗೂ ಜಿಲ್ಲಾ ಪೊಲೀಸ್ ವರಿಷ್ಠಾಧಿಕಾರಿಗಳು ಉಪಸ್ಥಿತರಿದ್ದರು. ಸಾವಿರಾರು ವಿದ್ಯಾರ್ಥಿಗಳು, ನಾಗರಿಕರು ಯೋಗಾಭ್ಯಾಸದಲ್ಲಿ ಪಾಲ್ಗೊಂಡರು. ಯೋಗಾಭ್ಯಾಸದಲ್ಲಿ ಪಾಲ್ಗೊಂಡವರಿಗೆ ಪ್ರಮಾಣ ಪತ್ರ ವಿತರಿಸಲಾಯಿತು. (588, 538, 704, 641)
divider (256, 106, 918, 107)
lead-body-col1: ಬಳ್ಳಾರಿ: ಪ್ರತಿಯೊಬ್ಬರೂ ಸ್ವ ಉದ್ಯೋಗ, ಗ್ರಾಮೀಣ ಮತ್ತು ಸ್ವ ದುಡಿಮೆಗಾಗಿ ಉದ್ಯೋಗ ಸೃಷ್ಟಿಸುವವರಾಗಬೇಕು ಎಂದು ಜಿಲ್ಲಾಧಿಕಾರಿ ಪ್ರಶಾಂತ್ ಕುಮಾರ್ ಮಿಶ್ರ ಅವರು ಕರೆ ನೀಡಿದ್ದಾರೆ. ಬಳ್ಳಾರಿ ಜಿಲ್ಲಾ ವಾಣಿಜ್ಯ ಮತ್ತು ಕೈಗಾರಿಕಾ ಸಂಸ್ಥೆಯ ಬಿಡಿಎ ಪ್ರಿಮೈಸೆಸ್ ಸೆಂಟರ್‌ನಲ್ಲಿ ಹಮ್ಮಿಕೊಂಡಿದ್ದ ಕಾರ್ಯಕ್ರಮದಲ್ಲಿ ಅವರು ಮಾತನಾಡಿದರು. ಜಿಲ್ಲಾ ವಾಣಿಜ್ಯ ಮತ್ತು ಕೈಗಾರಿಕಾ ಸಂಸ್ಥೆಯ ಅಧ್ಯಕ್ಷರು, ಪದಾಧಿಕಾರಿಗಳು ಹಾಗೂ ವಿದ್ಯಾರ್ಥಿಗಳು ಉಪಸ್ಥಿತರಿದ್ದರು. ಯುವಜನರು ಕೌಶಲ್ಯ ತರಬೇತಿ ಪಡೆದು ಸ್ವ ಉದ್ಯಮ ಸ್ಥಾಪಿಸಲು ಸರ್ಕಾರ ಅನೇಕ ಯೋಜನೆಗಳನ್ನು ರೂಪಿಸಿದೆ, ಅವುಗಳ ಸದುಪಯೋಗ ಪಡೆದುಕೊಳ್ಳಬೇಕು ಎಂದರು. ಕಾರ್ಯಕ್ರಮದಲ್ಲಿ ಅತ್ಯುತ್ತಮ ಸಾಧನೆ ಮಾಡಿದ ವಿದ್ಯಾರ್ಥಿಗಳಿಗೆ ಪ್ರಮಾಣ ಪತ್ರ ವಿತರಿಸಿ ಸನ್ಮಾನಿಸಲಾಯಿತು. ಸಂಸ್ಥೆಯ ಗೌರವ ಕಾರ್ಯದರ್ಶಿಗಳು, ಹೋಟೆಲ್ ಮ್ಯಾನೇಜ್ಮೆಂಟ್ ವಿದ್ಯಾರ್ಥಿಗಳು ಹಾಗೂ ಸ್ಟಾರ್ಟ್ ಅಪ್ ಉದ್ಯಮಿಗಳು ಭಾಗವಹಿಸಿದ್ದರು. (256, 112, 422, 215)
